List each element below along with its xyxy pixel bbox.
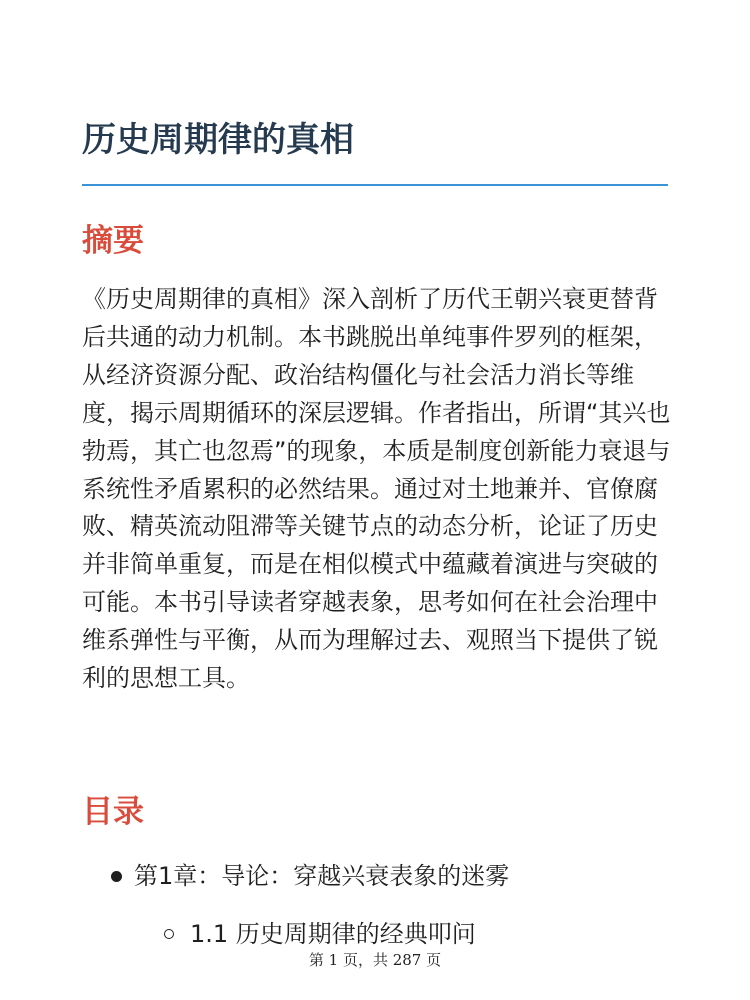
page-footer (0, 948, 750, 972)
toc-chapter-item[interactable]: 第1章：导论：穿越兴衰表象的迷雾 (134, 862, 510, 890)
list-circle-bullet-icon (164, 929, 174, 939)
toc-subsection-item[interactable]: 1.1 历史周期律的经典叩问 (190, 920, 476, 948)
table-of-contents-heading: 目录 (82, 794, 144, 830)
list-bullet-icon (111, 871, 122, 882)
page-number-label: 第 1 页，共 287 页 (308, 951, 442, 969)
abstract-heading: 摘要 (82, 223, 144, 259)
title-divider (82, 184, 668, 186)
abstract-paragraph: 《历史周期律的真相》深入剖析了历代王朝兴衰更替背后共通的动力机制。本书跳脱出单纯事件罗列的框架，从经济资源分配、政治结构僵化与社会活力消长等维度，揭示周期循环的深层逻辑。作者指出，所谓“其兴也勃焉，其亡也忽焉”的现象，本质是制度创新能力衰退与系统性矛盾累积的必然结果。通过对土地兼并、官僚腐败、精英流动阻滞等关键节点的动态分析，论证了历史并非简单重复，而是在相似模式中蕴藏着演进与突破的可能。本书引导读者穿越表象，思考如何在社会治理中维系弹性与平衡，从而为理解过去、观照当下提供了锐利的思想工具。 (82, 285, 671, 693)
document-title: 历史周期律的真相 (82, 120, 354, 160)
